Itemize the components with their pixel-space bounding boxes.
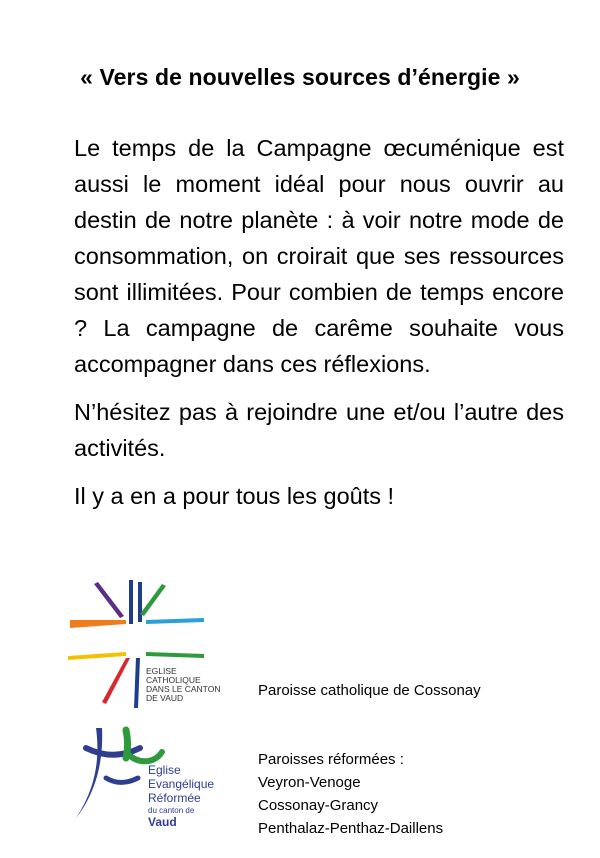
logo-catholic-line2: CATHOLIQUE <box>146 675 201 685</box>
logo-reformed-line4: du canton de <box>148 806 195 815</box>
logo-reformed-line3: Réformée <box>148 791 201 805</box>
parish-reformed-item: Penthalaz-Penthaz-Daillens <box>258 820 444 837</box>
parish-reformed-item: Cossonay-Grancy <box>258 797 379 814</box>
reformed-church-logo <box>66 718 246 838</box>
logo-reformed-line1: Eglise <box>148 763 181 777</box>
parish-reformed-list <box>258 748 443 840</box>
parish-reformed-heading: Paroisses réformées : <box>258 751 404 768</box>
logo-catholic-line3: DANS LE CANTON <box>146 684 221 694</box>
logo-reformed-line2: Evangélique <box>148 777 215 791</box>
catholic-church-logo <box>66 578 221 710</box>
logo-catholic-line1: EGLISE <box>146 666 177 676</box>
paragraph-tastes: Il y a en a pour tous les goûts ! <box>74 483 395 509</box>
body-text <box>74 130 564 526</box>
logo-catholic-line4: DE VAUD <box>146 693 184 703</box>
page-title: « Vers de nouvelles sources d’énergie » <box>80 64 520 90</box>
paragraph-invitation: N’hésitez pas à rejoindre une et/ou l’autre des activités. <box>74 399 564 461</box>
parish-reformed-item: Veyron-Venoge <box>258 774 361 791</box>
logo-reformed-line5: Vaud <box>148 815 177 829</box>
paragraph-intro: Le temps de la Campagne œcuménique est aussi le moment idéal pour nous ouvrir au destin de notre planète : à voir notre mode de consommation, on croirait que ses ressources sont illimitées. Pour combien de temps encore ? La campagne de carême souhaite vous accompagner dans ces réflexions. <box>74 135 564 377</box>
parish-catholic: Paroisse catholique de Cossonay <box>258 682 481 699</box>
